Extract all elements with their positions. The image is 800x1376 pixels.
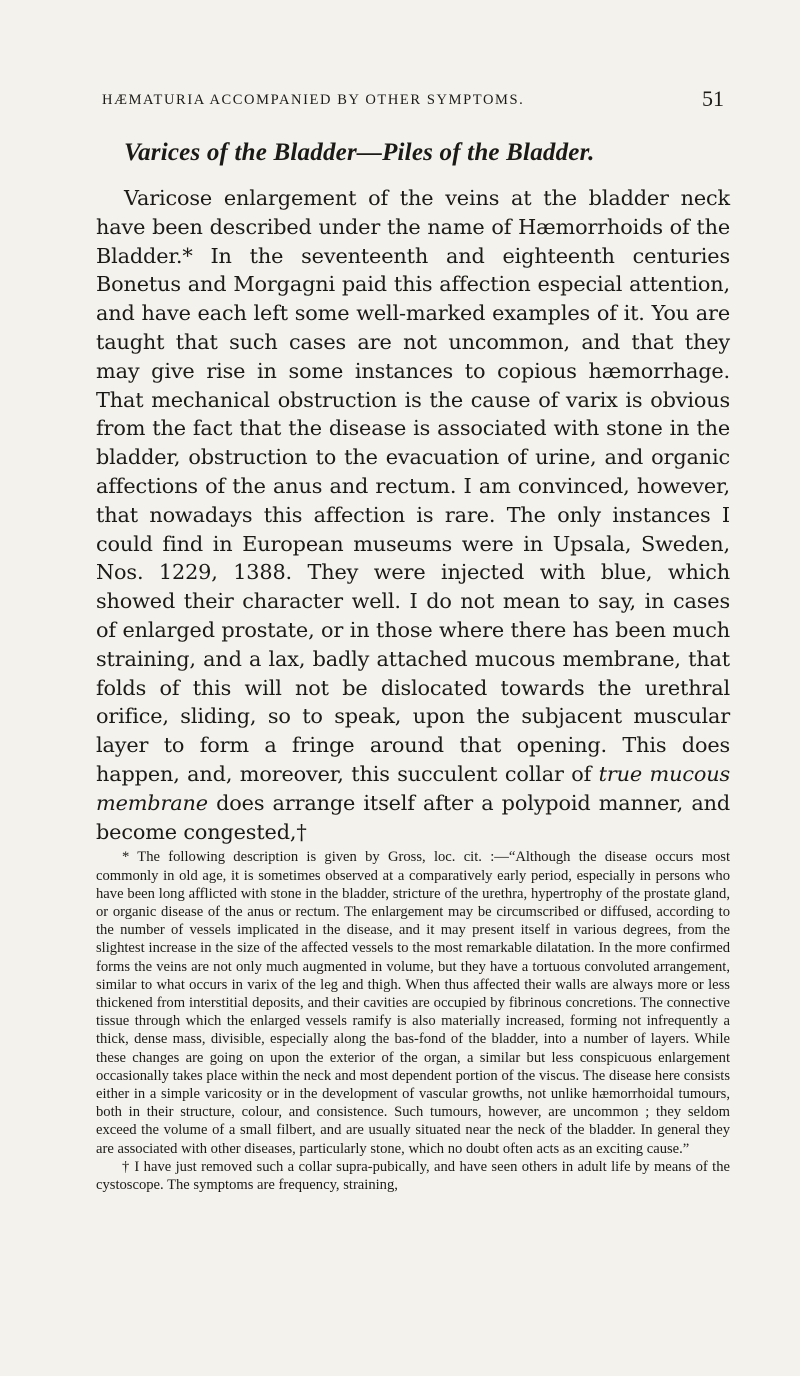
section-heading: Varices of the Bladder—Piles of the Bladder.	[124, 139, 595, 166]
body-text-tail: does arrange itself after a polypoid manner, and become congested,†	[96, 790, 730, 844]
page-number: 51	[702, 86, 724, 111]
running-header	[96, 74, 730, 111]
body-paragraph	[96, 184, 730, 846]
footnotes	[96, 848, 730, 1194]
footnote-gross: * The following description is given by Gross, loc. cit. :—“Although the disease occurs most commonly in old age, it is sometimes observed at a comparatively early period, especially in persons who have been long afflicted with stone in the bladder, stricture of the urethra, hypertrophy of the prostate gland, or organic disease of the anus or rectum. The enlargement may be circumscribed or diffused, according to the number of vessels implicated in the disease, and it may present itself in various degrees, from the slightest increase in the size of the affected vessels to the most remarkable dilatation. In the more confirmed forms the veins are not only much augmented in volume, but they have a tortuous convoluted arrangement, similar to what occurs in varix of the leg and thigh. When thus affected their walls are always more or less thickened from interstitial deposits, and their cavities are occupied by fibrinous concretions. The connective tissue through which the enlarged vessels ramify is also materially increased, forming not infrequently a thick, dense mass, divisible, especially along the bas-fond of the bladder, into a number of layers. While these changes are going on upon the exterior of the organ, a similar but less conspicuous enlargement occasionally takes place within the neck and most dependent portion of the viscus. The disease here consists either in a simple varicosity or in the development of vascular growths, not unlike hæmorrhoidal tumours, both in their structure, colour, and consistence. Such tumours, however, are uncommon ; they seldom exceed the volume of a small filbert, and are usually situated near the neck of the bladder. In general they are associated with other diseases, particularly stone, which no doubt often acts as an exciting cause.”	[96, 849, 730, 1157]
running-title: HÆMATURIA ACCOMPANIED BY OTHER SYMPTOMS.	[102, 92, 525, 108]
footnote-collar: † I have just removed such a collar supra-pubically, and have seen others in adult life by means of the cystoscope. The symptoms are frequency, straining,	[96, 1158, 730, 1193]
body-text-emphasis: true mucous membrane	[96, 761, 730, 815]
body-text-main: Varicose enlargement of the veins at the bladder neck have been described under the name of Hæmorrhoids of the Bladder.* In the seventeenth and eighteenth centuries Bonetus and Morgagni paid this affection especial attention, and have each left some well-marked examples of it. You are taught that such cases are not uncommon, and that they may give rise in some instances to copious hæmorrhage. That mechanical obstruction is the cause of varix is obvious from the fact that the disease is associated with stone in the bladder, obstruction to the evacuation of urine, and organic affections of the anus and rectum. I am convinced, however, that nowadays this affection is rare. The only instances I could find in European museums were in Upsala, Sweden, Nos. 1229, 1388. They were injected with blue, which showed their character well. I do not mean to say, in cases of enlarged prostate, or in those where there has been much straining, and a lax, badly attached mucous membrane, that folds of this will not be dislocated towards the urethral orifice, sliding, so to speak, upon the subjacent muscular layer to form a fringe around that opening. This does happen, and, moreover, this succulent collar of	[96, 186, 730, 786]
